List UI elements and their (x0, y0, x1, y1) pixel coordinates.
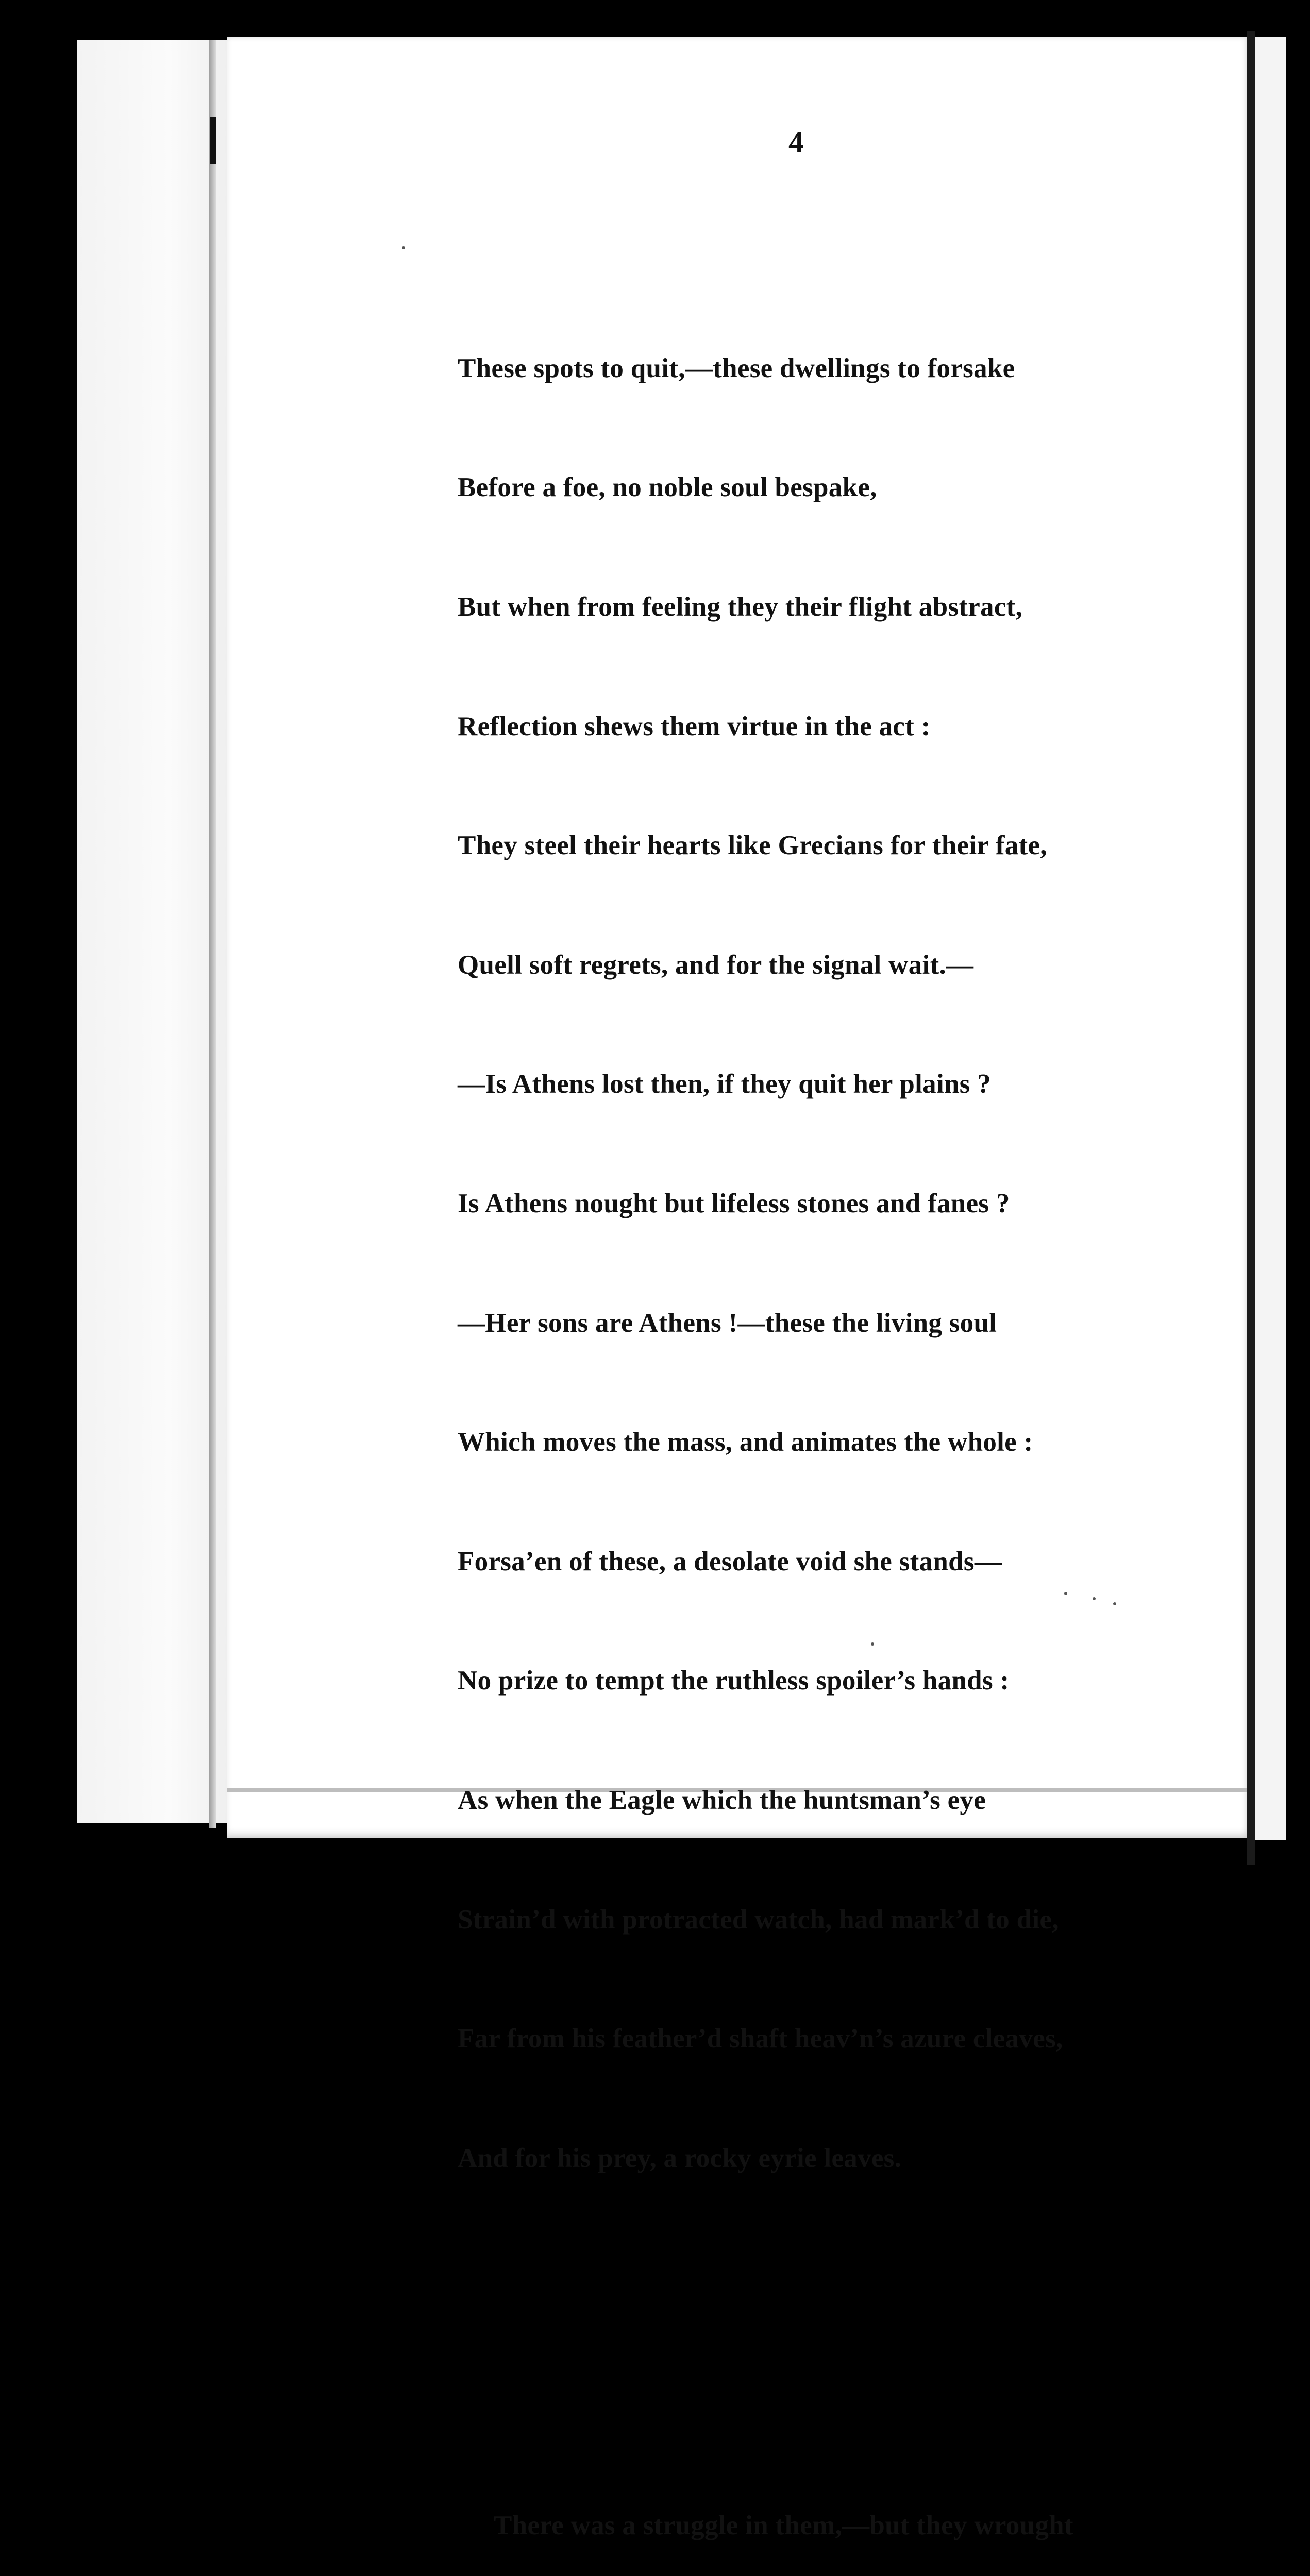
paper-speck (402, 246, 405, 249)
poem-line: Far from his feather’d shaft heav’n’s azure cleaves, (458, 2024, 1063, 2054)
poem-line: Is Athens nought but lifeless stones and fanes ? (458, 1188, 1010, 1218)
binding-mark (210, 117, 216, 164)
stanza-1 (458, 269, 1074, 2258)
poem-line: Quell soft regrets, and for the signal wait.— (458, 950, 974, 980)
poem-line: Forsa’en of these, a desolate void she stands— (458, 1546, 1002, 1577)
paper-speck (1093, 1597, 1096, 1600)
right-page-edge (1247, 31, 1255, 1865)
stanza-2 (458, 2426, 1074, 2576)
poem-line: No prize to tempt the ruthless spoiler’s hands : (458, 1666, 1010, 1696)
poem-line: Before a foe, no noble soul bespake, (458, 472, 877, 503)
poem-line: Strain’d with protracted watch, had mark’d to die, (458, 1904, 1059, 1935)
poem-line: Reflection shews them virtue in the act : (458, 711, 931, 741)
page-number: 4 (788, 125, 804, 159)
page-gutter-shadow (209, 40, 216, 1828)
poem-line: These spots to quit,—these dwellings to forsake (458, 353, 1015, 383)
poem-line: Which moves the mass, and animates the whole : (458, 1427, 1033, 1458)
poem-line: —Is Athens lost then, if they quit her plains ? (458, 1069, 992, 1099)
poem-line: There was a struggle in them,—but they wrought (494, 2510, 1073, 2540)
next-page-strip (1255, 37, 1286, 1840)
stanza-break (458, 2337, 1074, 2347)
paper-speck (1064, 1592, 1067, 1595)
poem-line: But when from feeling they their flight abstract, (458, 592, 1023, 622)
poem-line: And for his prey, a rocky eyrie leaves. (458, 2143, 902, 2173)
poem-line: —Her sons are Athens !—these the living soul (458, 1308, 997, 1338)
paper-speck (871, 1642, 874, 1646)
poem-text (458, 190, 1074, 2576)
paper-speck (1113, 1602, 1116, 1605)
poem-line: They steel their hearts like Grecians for their fate, (458, 831, 1047, 861)
poem-line: As when the Eagle which the huntsman’s eye (458, 1785, 986, 1815)
